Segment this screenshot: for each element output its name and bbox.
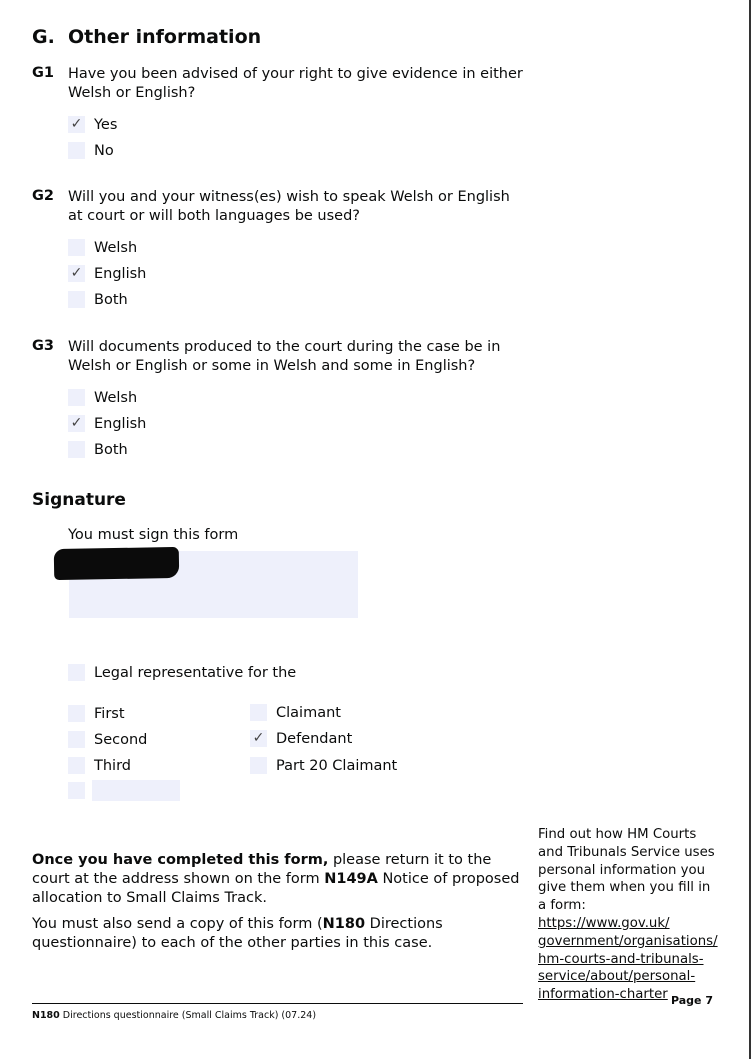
checkbox[interactable] xyxy=(68,441,85,458)
copy-text: You must also send a copy of this form ( xyxy=(32,916,323,932)
footer-rule xyxy=(32,1003,523,1004)
form-code: N180 xyxy=(32,1010,60,1021)
option-label: Second xyxy=(94,732,148,748)
return-instructions xyxy=(32,851,522,908)
form-title: Directions questionnaire (Small Claims Track) (07.24) xyxy=(59,1010,317,1021)
checkbox[interactable]: ✓ xyxy=(68,116,85,133)
redaction-mark xyxy=(54,547,180,580)
privacy-note-text: Find out how HM Courts and Tribunals Service uses personal information you give them when you fill in a form: xyxy=(538,827,715,914)
question-number: G3 xyxy=(32,338,54,354)
question-text: Have you been advised of your right to give evidence in either Welsh or English? xyxy=(68,66,523,101)
option-label: Welsh xyxy=(94,390,138,406)
checkbox[interactable] xyxy=(68,705,85,722)
checkbox[interactable] xyxy=(68,389,85,406)
section-title: Other information xyxy=(68,26,262,48)
checkbox[interactable] xyxy=(68,731,85,748)
option-label: Third xyxy=(94,758,131,774)
option-label: Legal representative for the xyxy=(94,665,297,681)
question-text: Will documents produced to the court during the case be in Welsh or English or some in Welsh and some in English? xyxy=(68,339,501,374)
option-label: Both xyxy=(94,292,128,308)
checkbox[interactable] xyxy=(68,664,85,681)
page-number: Page 7 xyxy=(670,994,713,1007)
form-ref-n180: N180 xyxy=(322,916,366,932)
option-label: Defendant xyxy=(276,731,353,747)
privacy-note xyxy=(538,826,718,1004)
checkbox[interactable] xyxy=(250,704,267,721)
other-party-field[interactable] xyxy=(92,780,180,801)
checkbox[interactable] xyxy=(68,291,85,308)
copy-text-end: Directions questionnaire) to each of the other parties in this case. xyxy=(32,916,443,951)
option-label: No xyxy=(94,143,114,159)
section-letter: G. xyxy=(32,26,55,48)
form-footer xyxy=(32,1010,316,1021)
question-number: G1 xyxy=(32,65,54,81)
option-label: Yes xyxy=(94,117,118,133)
option-label: Part 20 Claimant xyxy=(276,758,398,774)
section-heading xyxy=(32,26,261,48)
privacy-charter-link[interactable]: https://www.gov.uk/ government/organisations/ hm-courts-and-tribunals- service/about/personal- information-charter xyxy=(538,915,718,1003)
option-label: Claimant xyxy=(276,705,341,721)
return-text-end: Notice of proposed allocation to Small Claims Track. xyxy=(32,871,520,906)
checkbox[interactable]: ✓ xyxy=(68,415,85,432)
checkbox[interactable]: ✓ xyxy=(250,730,267,747)
signature-instruction: You must sign this form xyxy=(68,527,239,543)
checkbox[interactable] xyxy=(68,757,85,774)
option-label: English xyxy=(94,266,147,282)
signature-heading: Signature xyxy=(32,490,126,510)
copy-instructions xyxy=(32,915,522,953)
checkbox[interactable] xyxy=(68,782,85,799)
completed-form-bold: Once you have completed this form, xyxy=(32,852,329,868)
return-text: please return it to the court at the address shown on the form xyxy=(32,852,492,887)
question-text: Will you and your witness(es) wish to speak Welsh or English at court or will both languages be used? xyxy=(68,189,510,224)
option-label: Both xyxy=(94,442,128,458)
option-label: Welsh xyxy=(94,240,138,256)
checkbox[interactable]: ✓ xyxy=(68,265,85,282)
checkbox[interactable] xyxy=(68,239,85,256)
checkbox[interactable] xyxy=(68,142,85,159)
option-label: First xyxy=(94,706,125,722)
question-number: G2 xyxy=(32,188,54,204)
form-ref-n149a: N149A xyxy=(324,871,378,887)
option-label: English xyxy=(94,416,147,432)
checkbox[interactable] xyxy=(250,757,267,774)
